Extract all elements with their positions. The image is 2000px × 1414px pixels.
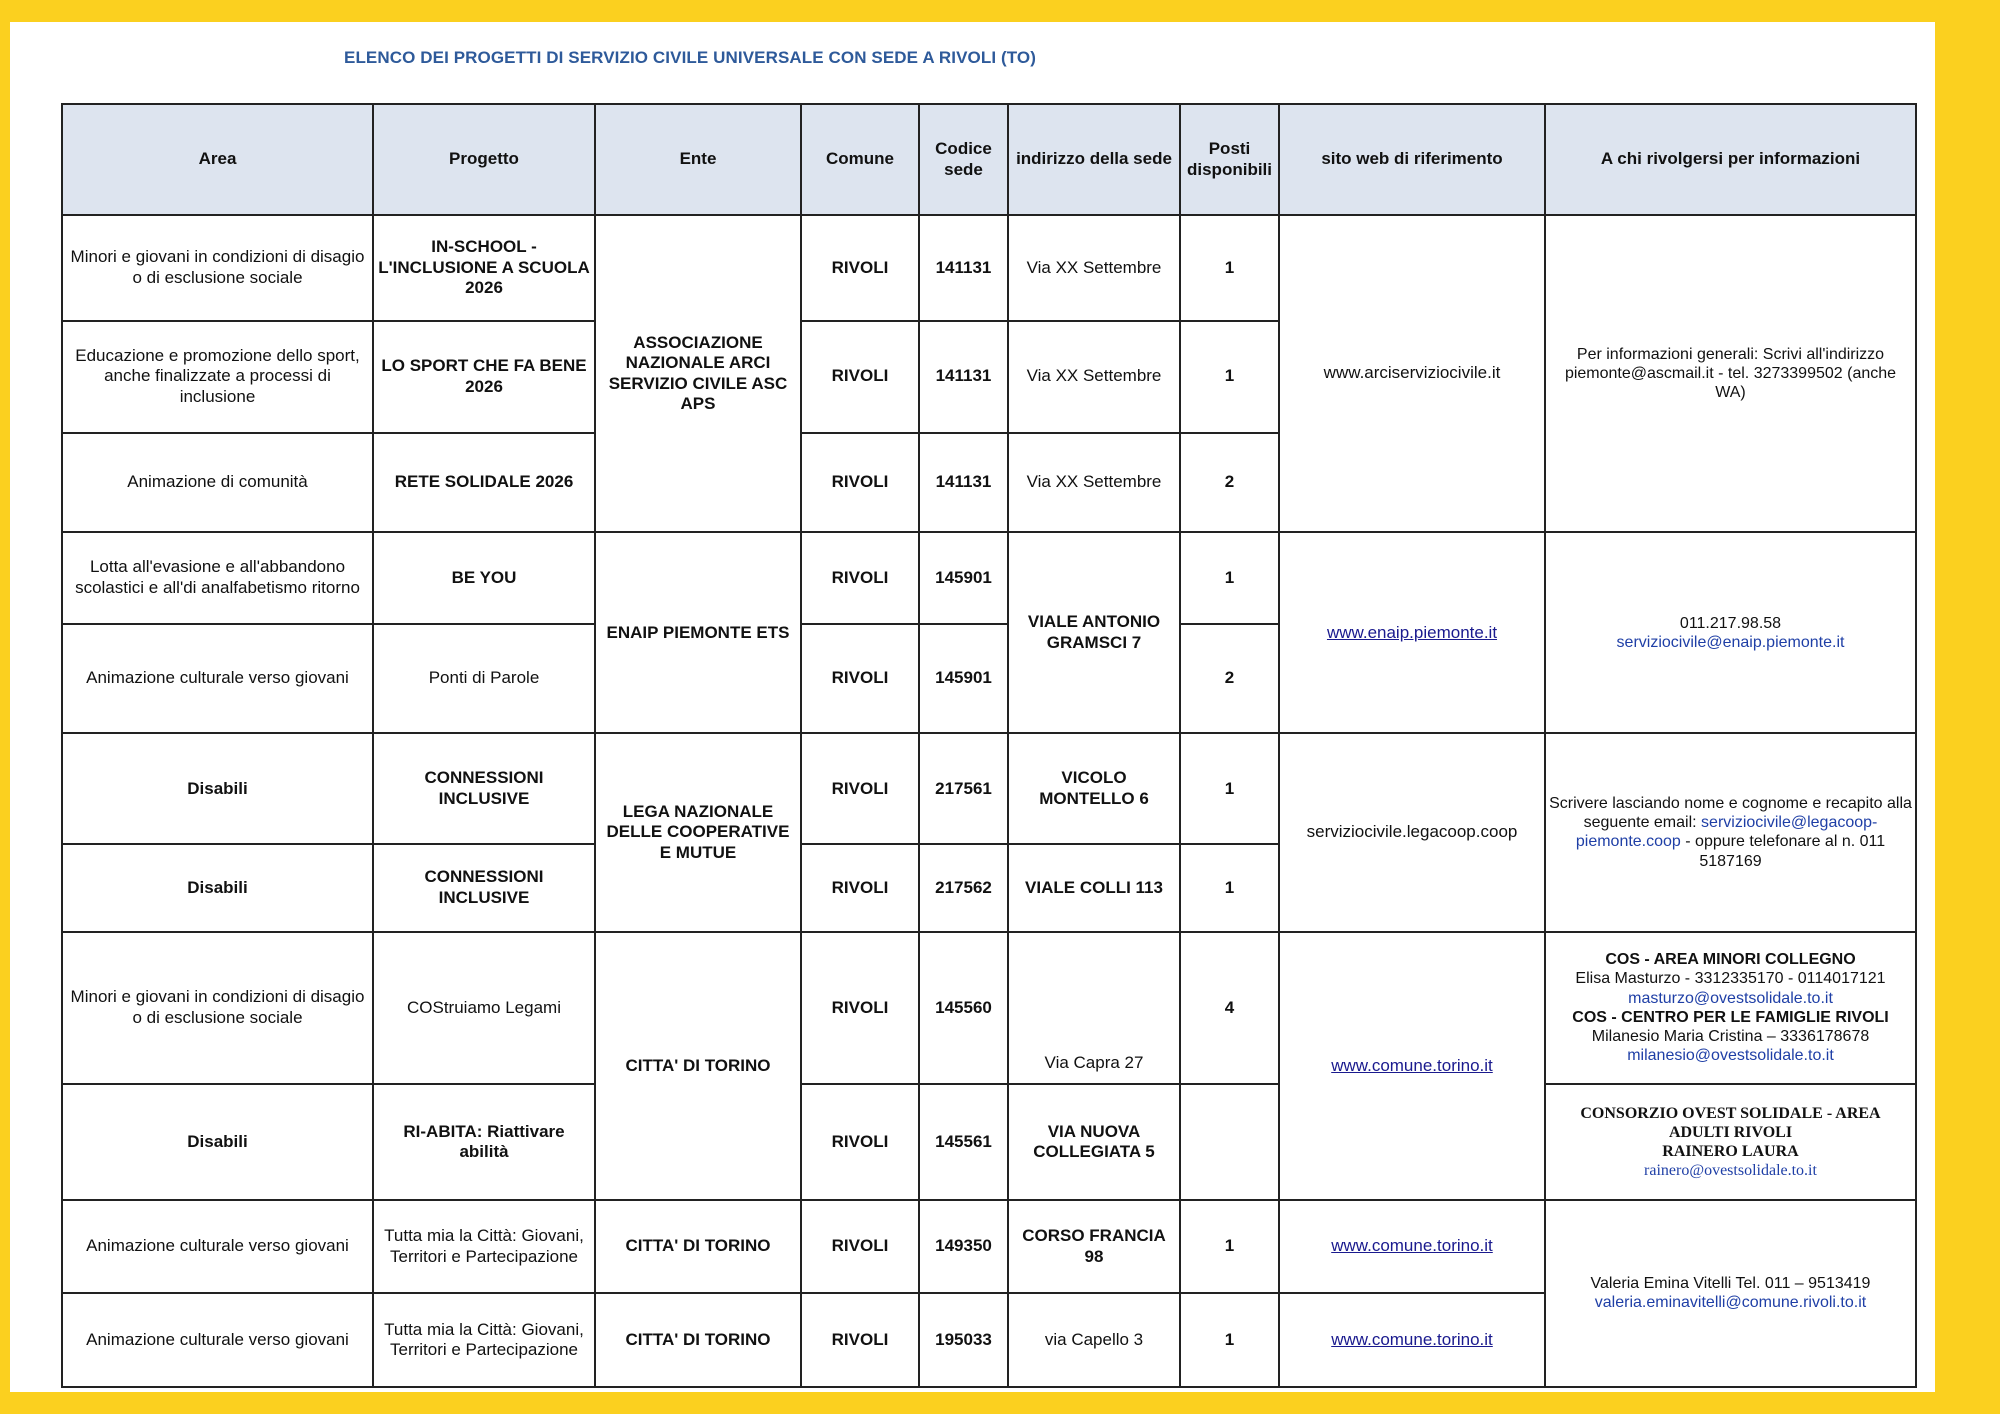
cell-comune: RIVOLI — [801, 1200, 919, 1294]
table-row — [62, 733, 1916, 844]
page-title: ELENCO DEI PROGETTI DI SERVIZIO CIVILE UNIVERSALE CON SEDE A RIVOLI (TO) — [344, 48, 1036, 67]
cell-ente: ENAIP PIEMONTE ETS — [595, 532, 801, 733]
cell-ente: CITTA' DI TORINO — [595, 1293, 801, 1387]
cell-info — [1545, 932, 1916, 1084]
cell-area: Animazione culturale verso giovani — [62, 1200, 373, 1294]
cell-area: Lotta all'evasione e all'abbandono scolastici e all'di analfabetismo ritorno — [62, 532, 373, 623]
sito-link[interactable]: www.comune.torino.it — [1331, 1236, 1493, 1256]
cell-indirizzo: Via Capra 27 — [1008, 932, 1180, 1084]
cell-indirizzo: CORSO FRANCIA 98 — [1008, 1200, 1180, 1294]
cell-progetto: Tutta mia la Città: Giovani, Territori e Partecipazione — [373, 1293, 595, 1387]
cell-progetto: RI-ABITA: Riattivare abilità — [373, 1084, 595, 1200]
cell-indirizzo: VIALE COLLI 113 — [1008, 844, 1180, 931]
cell-codice: 141131 — [919, 433, 1008, 533]
document-page — [10, 22, 1935, 1392]
cell-area: Animazione di comunità — [62, 433, 373, 533]
cell-codice: 217562 — [919, 844, 1008, 931]
cell-codice: 145561 — [919, 1084, 1008, 1200]
info-text-post: - oppure telefonare al n. 011 5187169 — [1685, 833, 1886, 870]
info-text: Scrivere lasciando nome e cognome e recapito alla seguente email: — [1549, 795, 1912, 832]
info-title: COS - CENTRO PER LE FAMIGLIE RIVOLI — [1572, 1008, 1889, 1026]
cell-indirizzo: Via XX Settembre — [1008, 321, 1180, 433]
header-comune: Comune — [801, 104, 919, 215]
cell-info — [1545, 733, 1916, 931]
cell-codice: 141131 — [919, 215, 1008, 321]
info-email[interactable]: serviziocivile@legacoop-piemonte.coop — [1575, 814, 1878, 851]
info-contact: Elisa Masturzo - 3312335170 - 0114017121 — [1575, 970, 1886, 988]
cell-progetto: Ponti di Parole — [373, 624, 595, 734]
cell-area: Animazione culturale verso giovani — [62, 624, 373, 734]
cell-indirizzo: VIALE ANTONIO GRAMSCI 7 — [1008, 532, 1180, 733]
cell-area: Disabili — [62, 844, 373, 931]
cell-posti: 1 — [1180, 1200, 1279, 1294]
cell-progetto: CONNESSIONI INCLUSIVE — [373, 733, 595, 844]
cell-posti: 1 — [1180, 844, 1279, 931]
cell-progetto: CONNESSIONI INCLUSIVE — [373, 844, 595, 931]
table-row — [62, 532, 1916, 623]
info-email[interactable]: serviziocivile@enaip.piemonte.it — [1616, 633, 1845, 651]
cell-comune: RIVOLI — [801, 433, 919, 533]
cell-area: Disabili — [62, 733, 373, 844]
cell-info — [1545, 1200, 1916, 1387]
cell-sito — [1279, 932, 1545, 1200]
cell-comune: RIVOLI — [801, 624, 919, 734]
cell-info: Per informazioni generali: Scrivi all'indirizzo piemonte@ascmail.it - tel. 3273399502 (anche WA) — [1545, 215, 1916, 532]
cell-posti: 1 — [1180, 321, 1279, 433]
cell-indirizzo: VIA NUOVA COLLEGIATA 5 — [1008, 1084, 1180, 1200]
header-info: A chi rivolgersi per informazioni — [1545, 104, 1916, 215]
cell-progetto: BE YOU — [373, 532, 595, 623]
header-area: Area — [62, 104, 373, 215]
cell-progetto: RETE SOLIDALE 2026 — [373, 433, 595, 533]
cell-posti: 4 — [1180, 932, 1279, 1084]
cell-comune: RIVOLI — [801, 733, 919, 844]
table-row — [62, 215, 1916, 321]
cell-codice: 141131 — [919, 321, 1008, 433]
cell-comune: RIVOLI — [801, 932, 919, 1084]
info-contact: Valeria Emina Vitelli Tel. 011 – 9513419 — [1590, 1275, 1871, 1293]
cell-codice: 149350 — [919, 1200, 1008, 1294]
info-email[interactable]: valeria.eminavitelli@comune.rivoli.to.it — [1594, 1294, 1867, 1312]
header-codice-sede: Codice sede — [919, 104, 1008, 215]
cell-codice: 145901 — [919, 624, 1008, 734]
table-row — [62, 1200, 1916, 1294]
cell-indirizzo: Via XX Settembre — [1008, 215, 1180, 321]
cell-posti: 2 — [1180, 433, 1279, 533]
cell-posti — [1180, 1084, 1279, 1200]
cell-codice: 145901 — [919, 532, 1008, 623]
info-contact: RAINERO LAURA — [1662, 1142, 1799, 1160]
cell-area: Disabili — [62, 1084, 373, 1200]
header-ente: Ente — [595, 104, 801, 215]
cell-comune: RIVOLI — [801, 844, 919, 931]
cell-info — [1545, 1084, 1916, 1200]
cell-posti: 2 — [1180, 624, 1279, 734]
info-email[interactable]: milanesio@ovestsolidale.to.it — [1627, 1047, 1834, 1065]
cell-ente: LEGA NAZIONALE DELLE COOPERATIVE E MUTUE — [595, 733, 801, 931]
cell-area: Minori e giovani in condizioni di disagio o di esclusione sociale — [62, 932, 373, 1084]
header-sito: sito web di riferimento — [1279, 104, 1545, 215]
cell-sito: www.arciserviziocivile.it — [1279, 215, 1545, 532]
cell-indirizzo: VICOLO MONTELLO 6 — [1008, 733, 1180, 844]
info-title: CONSORZIO OVEST SOLIDALE - AREA ADULTI RIVOLI — [1580, 1104, 1881, 1141]
header-progetto: Progetto — [373, 104, 595, 215]
cell-indirizzo: via Capello 3 — [1008, 1293, 1180, 1387]
header-indirizzo: indirizzo della sede — [1008, 104, 1180, 215]
sito-link[interactable]: www.comune.torino.it — [1331, 1055, 1493, 1075]
sito-link[interactable]: www.comune.torino.it — [1331, 1330, 1493, 1349]
info-title: COS - AREA MINORI COLLEGNO — [1605, 951, 1856, 969]
sito-link[interactable]: www.enaip.piemonte.it — [1326, 622, 1498, 642]
cell-sito — [1279, 532, 1545, 733]
cell-progetto: Tutta mia la Città: Giovani, Territori e Partecipazione — [373, 1200, 595, 1294]
cell-ente: ASSOCIAZIONE NAZIONALE ARCI SERVIZIO CIVILE ASC APS — [595, 215, 801, 532]
cell-posti: 1 — [1180, 215, 1279, 321]
cell-codice: 145560 — [919, 932, 1008, 1084]
cell-posti: 1 — [1180, 733, 1279, 844]
table-row — [62, 1084, 1916, 1200]
cell-progetto: IN-SCHOOL - L'INCLUSIONE A SCUOLA 2026 — [373, 215, 595, 321]
info-email[interactable]: rainero@ovestsolidale.to.it — [1644, 1162, 1817, 1180]
header-row — [62, 104, 1916, 215]
cell-area: Minori e giovani in condizioni di disagio o di esclusione sociale — [62, 215, 373, 321]
cell-posti: 1 — [1180, 532, 1279, 623]
header-posti: Posti disponibili — [1180, 104, 1279, 215]
cell-codice: 195033 — [919, 1293, 1008, 1387]
cell-area: Animazione culturale verso giovani — [62, 1293, 373, 1387]
cell-sito: serviziocivile.legacoop.coop — [1279, 733, 1545, 931]
cell-comune: RIVOLI — [801, 1084, 919, 1200]
cell-area: Educazione e promozione dello sport, anche finalizzate a processi di inclusione — [62, 321, 373, 433]
projects-table — [61, 103, 1917, 1388]
cell-info — [1545, 532, 1916, 733]
cell-ente: CITTA' DI TORINO — [595, 1200, 801, 1294]
cell-progetto: LO SPORT CHE FA BENE 2026 — [373, 321, 595, 433]
cell-ente: CITTA' DI TORINO — [595, 932, 801, 1200]
cell-indirizzo: Via XX Settembre — [1008, 433, 1180, 533]
cell-sito — [1279, 1200, 1545, 1294]
info-email[interactable]: masturzo@ovestsolidale.to.it — [1628, 989, 1833, 1007]
cell-progetto: COStruiamo Legami — [373, 932, 595, 1084]
cell-comune: RIVOLI — [801, 532, 919, 623]
cell-comune: RIVOLI — [801, 1293, 919, 1387]
table-row — [62, 932, 1916, 1084]
cell-codice: 217561 — [919, 733, 1008, 844]
cell-sito — [1279, 1293, 1545, 1387]
cell-comune: RIVOLI — [801, 321, 919, 433]
info-phone: 011.217.98.58 — [1679, 614, 1782, 632]
cell-comune: RIVOLI — [801, 215, 919, 321]
info-contact: Milanesio Maria Cristina – 3336178678 — [1591, 1027, 1870, 1045]
cell-posti: 1 — [1180, 1293, 1279, 1387]
